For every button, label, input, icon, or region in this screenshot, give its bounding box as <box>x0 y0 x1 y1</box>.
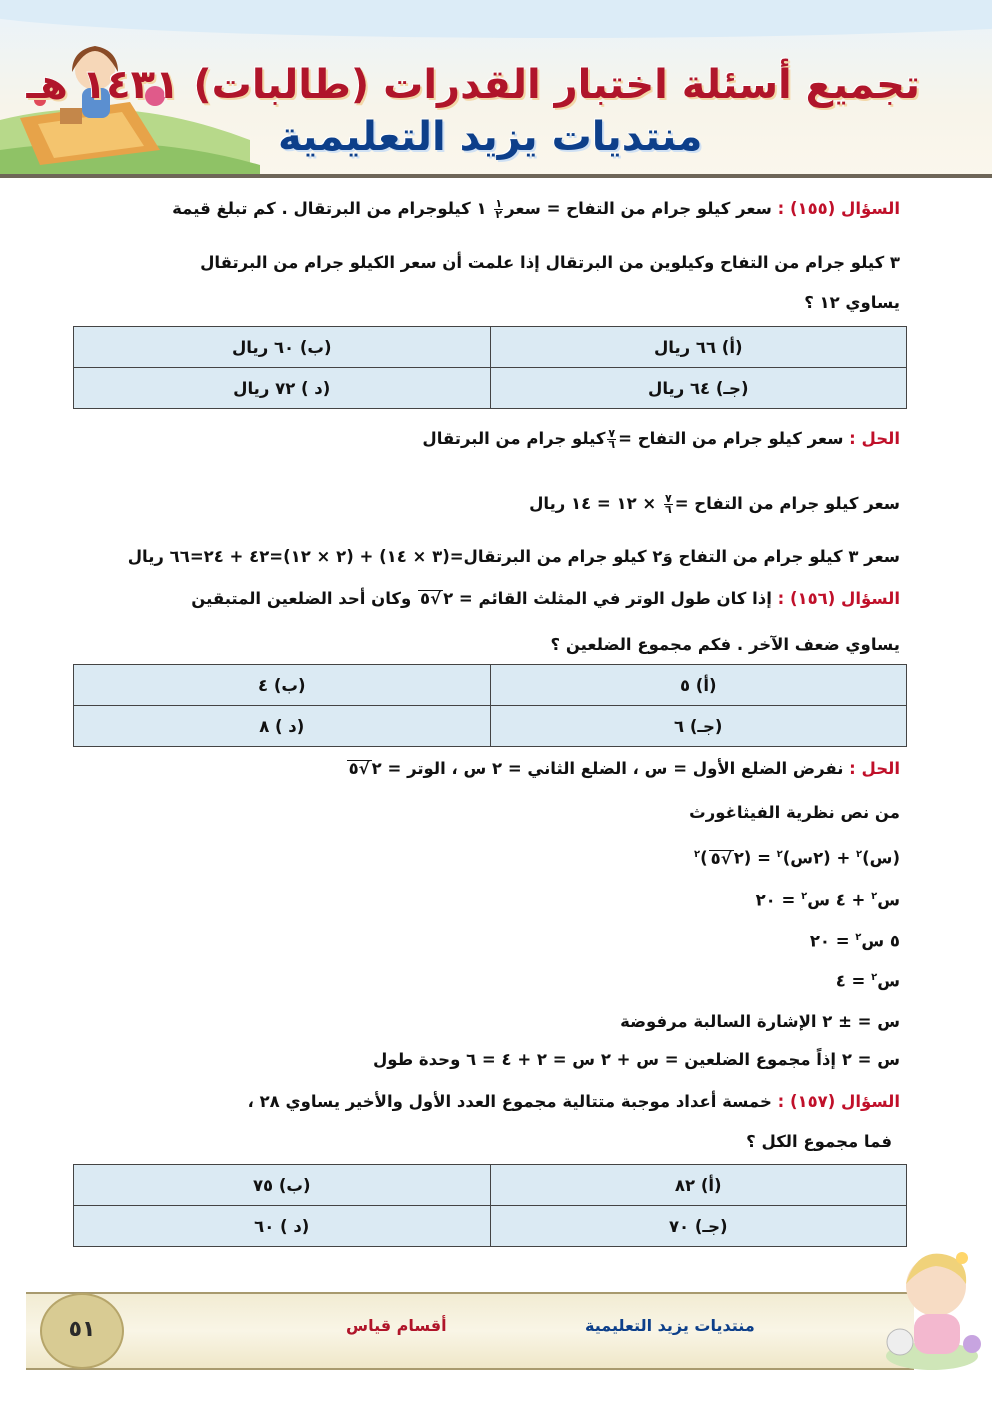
q156-options-table <box>73 664 907 747</box>
page-header <box>0 0 992 178</box>
option-c[interactable]: (جـ) ٦٤ ريال <box>490 368 907 409</box>
q156-solution-3: (س)$^٢$ + (٢س)$^٢$ = (٢√ ٥)$^٢$ <box>694 843 900 871</box>
q155-solution-2: سعر كيلو جرام من التفاح = $\frac{٧}{٦}$ × ١٢ = ١٤ ريال <box>529 492 900 516</box>
option-b[interactable]: (ب) ٦٠ ريال <box>74 327 491 368</box>
option-a[interactable]: (أ) ٥ <box>490 665 907 706</box>
q156-solution-6: س$^٢$ = ٤ <box>835 971 900 991</box>
footer-forum: منتديات يزيد التعليمية <box>585 1316 755 1335</box>
option-d[interactable]: (د ) ٧٢ ريال <box>74 368 491 409</box>
q155-line2: ٣ كيلو جرام من التفاح وكيلوين من البرتقال إذا علمت أن سعر الكيلو جرام من البرتقال <box>200 253 900 272</box>
option-d[interactable]: (د ) ٨ <box>74 706 491 747</box>
sqrt-symbol: √ ٥ <box>418 590 443 607</box>
q155-text-b: ١ كيلوجرام من البرتقال . كم تبلغ قيمة <box>172 199 487 218</box>
option-a[interactable]: (أ) ٨٢ <box>490 1165 907 1206</box>
option-b[interactable]: (ب) ٤ <box>74 665 491 706</box>
option-c[interactable]: (جـ) ٧٠ <box>490 1206 907 1247</box>
q157-line1: السؤال (١٥٧) : خمسة أعداد موجبة متتالية مجموع العدد الأول والأخير يساوي ٢٨ ، <box>247 1092 900 1111</box>
solution-label: الحل : <box>849 759 900 778</box>
q155-text-a: سعر كيلو جرام من التفاح = سعر <box>505 199 772 218</box>
q155-line1 <box>172 197 900 221</box>
q157-options-table <box>73 1164 907 1247</box>
baby-illustration-icon <box>876 1244 988 1374</box>
header-divider <box>0 174 992 178</box>
q156-solution-8: س = ٢ إذاً مجموع الضلعين = س + ٢ س = ٢ + ٤ = ٦ وحدة طول <box>372 1050 900 1069</box>
footer-section: أقسام قياس <box>346 1316 447 1335</box>
q156-line1: السؤال (١٥٦) : إذا كان طول الوتر في المثلث القائم = ٢√ ٥ وكان أحد الضلعين المتبقين <box>191 587 900 611</box>
option-a[interactable]: (أ) ٦٦ ريال <box>490 327 907 368</box>
page-title: تجميع أسئلة اختبار القدرات (طالبات) ١٤٣١ هـ <box>26 62 920 108</box>
q155-solution-1: الحل : سعر كيلو جرام من التفاح = $\frac{٧}{٦}$ كيلو جرام من البرتقال <box>422 427 900 451</box>
option-d[interactable]: (د ) ٦٠ <box>74 1206 491 1247</box>
q156-solution-7: س = ± ٢ الإشارة السالبة مرفوضة <box>620 1012 900 1031</box>
q156-solution-5: ٥ س$^٢$ = ٢٠ <box>809 931 900 951</box>
q156-label: السؤال (١٥٦) : <box>777 589 900 608</box>
fraction: $\frac{٧}{٦}$ <box>665 492 672 516</box>
fraction: $\frac{٧}{٦}$ <box>608 427 616 451</box>
sqrt-symbol: √ ٥ <box>347 760 372 777</box>
q156-solution-1: الحل : نفرض الضلع الأول = س ، الضلع الثاني = ٢ س ، الوتر = ٢√ ٥ <box>346 757 900 781</box>
q155-solution-3: سعر ٣ كيلو جرام من التفاح وَ٢ كيلو جرام من البرتقال=(٣ × ١٤) + (٢ × ١٢)=٤٢ + ٢٤=٦٦ ريال <box>127 547 900 566</box>
q155-label: السؤال (١٥٥) : <box>777 199 900 218</box>
q156-line2: يساوي ضعف الآخر . فكم مجموع الضلعين ؟ <box>550 635 900 654</box>
page-subtitle: منتديات يزيد التعليمية <box>278 114 703 160</box>
fraction: $\frac{١}{٢}$ <box>495 197 503 221</box>
q156-solution-4: س$^٢$ + ٤ س$^٢$ = ٢٠ <box>755 890 900 910</box>
q156-solution-2: من نص نظرية الفيثاغورث <box>689 803 900 822</box>
q155-options-table <box>73 326 907 409</box>
option-c[interactable]: (جـ) ٦ <box>490 706 907 747</box>
sqrt-symbol: √ ٥ <box>709 850 734 867</box>
q157-line2: فما مجموع الكل ؟ <box>746 1132 892 1151</box>
solution-label: الحل : <box>849 429 900 448</box>
q157-label: السؤال (١٥٧) : <box>777 1092 900 1111</box>
page-number: ٥١ <box>40 1293 124 1369</box>
page-footer <box>26 1292 914 1370</box>
q155-line3: يساوي ١٢ ؟ <box>804 293 900 312</box>
option-b[interactable]: (ب) ٧٥ <box>74 1165 491 1206</box>
